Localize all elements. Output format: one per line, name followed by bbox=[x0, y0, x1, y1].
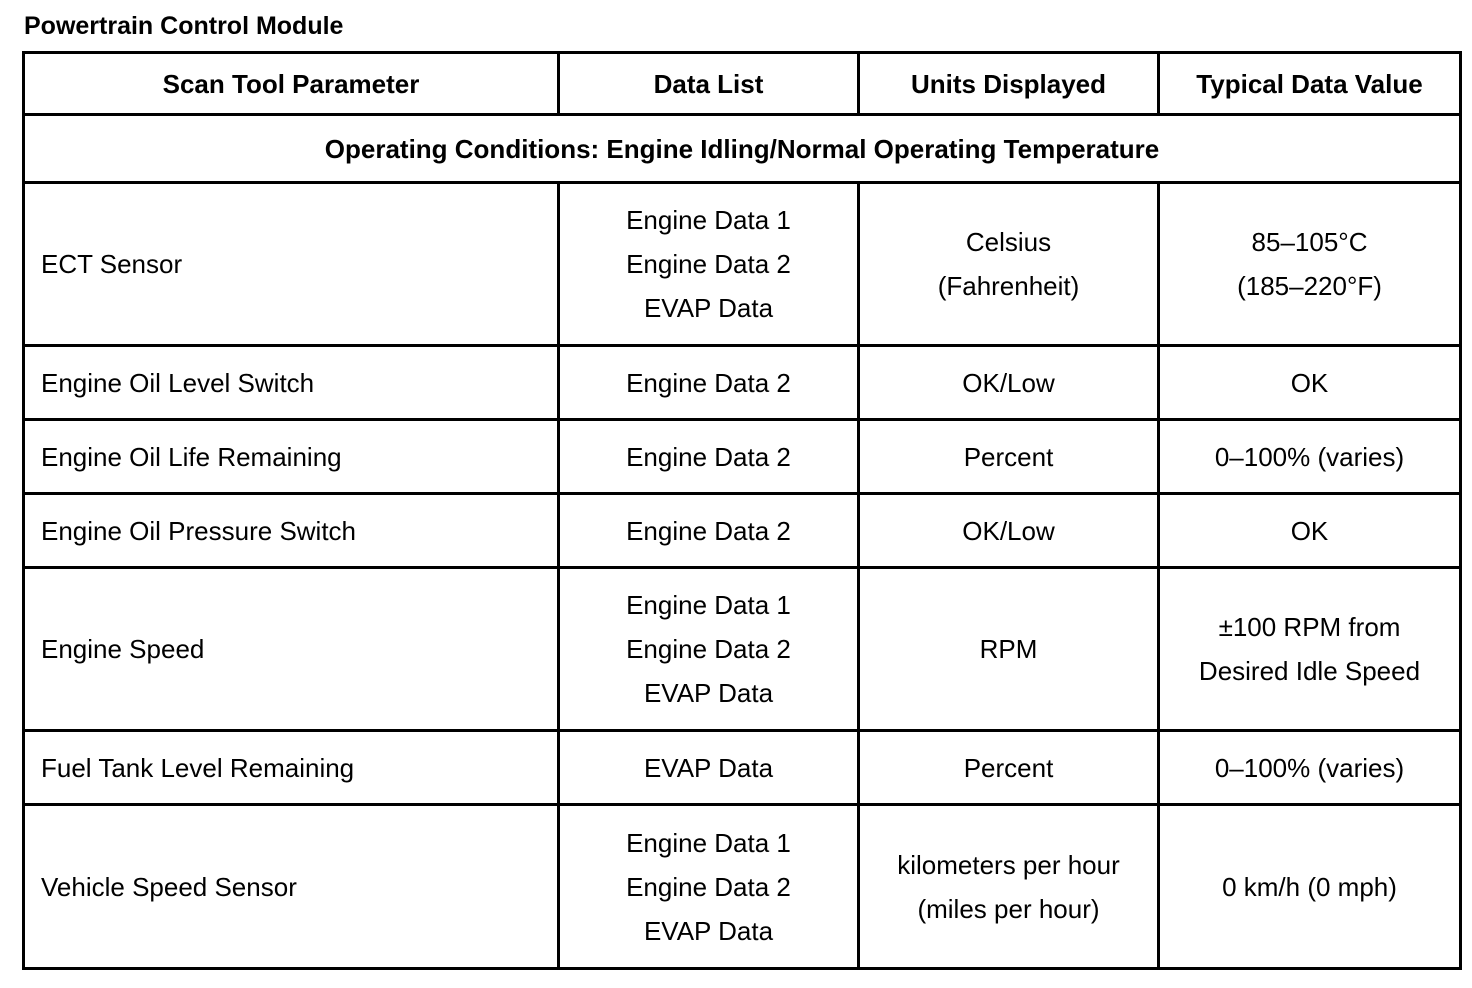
typical-value-cell bbox=[1159, 183, 1461, 346]
typical-value-cell bbox=[1159, 731, 1461, 805]
typical-value-line: OK bbox=[1290, 515, 1329, 546]
units-line: (Fahrenheit) bbox=[937, 271, 1080, 301]
typical-value-cell bbox=[1159, 568, 1461, 731]
typical-value-cell bbox=[1159, 420, 1461, 494]
table-row bbox=[24, 568, 1461, 731]
data-list-entry: Engine Data 2 bbox=[626, 441, 791, 472]
operating-conditions-row bbox=[24, 115, 1461, 183]
units-line: (miles per hour) bbox=[917, 893, 1100, 924]
header-scan-tool-parameter: Scan Tool Parameter bbox=[24, 53, 559, 115]
header-units-displayed: Units Displayed bbox=[859, 53, 1159, 115]
data-list-entry: EVAP Data bbox=[643, 293, 774, 323]
units-cell bbox=[859, 183, 1159, 346]
operating-conditions-text: Operating Conditions: Engine Idling/Normal Operating Temperature bbox=[24, 115, 1461, 183]
units-cell bbox=[859, 805, 1159, 969]
data-list-entry: EVAP Data bbox=[643, 752, 774, 783]
parameter-cell: Engine Oil Level Switch bbox=[24, 346, 559, 420]
table-row bbox=[24, 420, 1461, 494]
parameter-cell: Engine Oil Life Remaining bbox=[24, 420, 559, 494]
data-list-entry: EVAP Data bbox=[643, 915, 774, 946]
document-title: Powertrain Control Module bbox=[24, 12, 344, 40]
data-list-cell bbox=[559, 568, 859, 731]
data-list-entry: Engine Data 2 bbox=[626, 515, 791, 546]
units-line: kilometers per hour bbox=[897, 849, 1120, 880]
data-list-entry: Engine Data 2 bbox=[626, 871, 791, 902]
units-cell bbox=[859, 494, 1159, 568]
typical-value-line: 0 km/h (0 mph) bbox=[1222, 871, 1397, 902]
typical-value-line: 85–105°C bbox=[1251, 227, 1368, 257]
data-list-cell bbox=[559, 183, 859, 346]
units-cell bbox=[859, 568, 1159, 731]
header-typical-data-value: Typical Data Value bbox=[1159, 53, 1461, 115]
typical-value-cell bbox=[1159, 346, 1461, 420]
typical-value-cell bbox=[1159, 494, 1461, 568]
parameter-cell: Fuel Tank Level Remaining bbox=[24, 731, 559, 805]
typical-value-line: 0–100% (varies) bbox=[1214, 752, 1405, 783]
typical-value-cell bbox=[1159, 805, 1461, 969]
data-list-entry: Engine Data 2 bbox=[626, 249, 791, 279]
typical-value-line: Desired Idle Speed bbox=[1198, 656, 1421, 686]
parameter-cell: Engine Speed bbox=[24, 568, 559, 731]
data-list-cell bbox=[559, 346, 859, 420]
parameter-cell: ECT Sensor bbox=[24, 183, 559, 346]
data-list-cell bbox=[559, 420, 859, 494]
data-list-entry: Engine Data 1 bbox=[626, 590, 791, 620]
units-line: Celsius bbox=[965, 227, 1052, 257]
units-cell bbox=[859, 731, 1159, 805]
data-list-cell bbox=[559, 731, 859, 805]
units-line: Percent bbox=[963, 752, 1054, 783]
table-row bbox=[24, 346, 1461, 420]
table-header-row bbox=[24, 53, 1461, 115]
table-row bbox=[24, 183, 1461, 346]
data-list-entry: Engine Data 2 bbox=[626, 634, 791, 664]
data-list-entry: Engine Data 1 bbox=[626, 827, 791, 858]
header-data-list: Data List bbox=[559, 53, 859, 115]
units-line: Percent bbox=[963, 441, 1054, 472]
data-list-entry: Engine Data 2 bbox=[626, 367, 791, 398]
typical-value-line: ±100 RPM from bbox=[1218, 612, 1401, 642]
typical-value-line: (185–220°F) bbox=[1237, 271, 1382, 301]
table-row bbox=[24, 731, 1461, 805]
units-line: OK/Low bbox=[962, 515, 1055, 546]
table-row bbox=[24, 494, 1461, 568]
data-list-entry: Engine Data 1 bbox=[626, 205, 791, 235]
units-cell bbox=[859, 346, 1159, 420]
data-list-cell bbox=[559, 805, 859, 969]
units-line: RPM bbox=[979, 634, 1038, 664]
units-cell bbox=[859, 420, 1159, 494]
scan-tool-data-table bbox=[22, 51, 1462, 970]
data-list-cell bbox=[559, 494, 859, 568]
parameter-cell: Vehicle Speed Sensor bbox=[24, 805, 559, 969]
data-list-entry: EVAP Data bbox=[643, 678, 774, 708]
typical-value-line: OK bbox=[1290, 367, 1329, 398]
parameter-cell: Engine Oil Pressure Switch bbox=[24, 494, 559, 568]
typical-value-line: 0–100% (varies) bbox=[1214, 441, 1405, 472]
units-line: OK/Low bbox=[962, 367, 1055, 398]
table-row bbox=[24, 805, 1461, 969]
